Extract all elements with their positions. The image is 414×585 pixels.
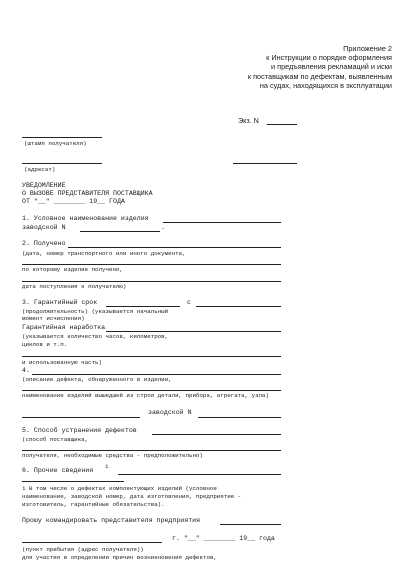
item2-hint-1: (дата, номер транспортного или иного документа, <box>22 250 186 257</box>
item1-serial-label: заводской N <box>22 224 66 231</box>
footnote-line-2: наименование, заводской номер, дата изготовления, предприятие - <box>22 493 242 500</box>
item2-hint-3: дата поступления к получателю) <box>22 283 127 290</box>
item1-serial-field[interactable] <box>80 231 160 232</box>
item6-other-field[interactable] <box>118 474 281 475</box>
item3-used-field[interactable] <box>22 356 281 357</box>
item3-start-field[interactable] <box>196 306 281 307</box>
item5-means-field[interactable] <box>22 450 281 451</box>
appendix-header <box>236 44 392 90</box>
item3-hint-5: и использованную часть) <box>22 359 103 366</box>
item3-runtime-field[interactable] <box>106 331 281 332</box>
item6-footnote-mark: 1 <box>105 463 109 470</box>
item2-label: 2. Получено <box>22 240 66 247</box>
item1-name-field[interactable] <box>163 222 281 223</box>
recipient-stamp-label: (штамп получателя) <box>24 140 87 147</box>
footnote-separator <box>22 481 124 482</box>
addressee-field-right[interactable] <box>233 163 297 164</box>
item1-end: . <box>161 224 165 231</box>
item2-hint-2: по которому изделие получено, <box>22 266 123 273</box>
notice-date-line: ОТ "__" ________ 19__ ГОДА <box>22 198 125 205</box>
appendix-line: и предъявления рекламаций и иски <box>271 62 392 72</box>
request-arrival-hint: (пункт прибытия (адрес получателя)) <box>22 546 144 553</box>
item2-doc-field[interactable] <box>22 264 281 265</box>
item4-hint-2: наименование изделий вышедшей из строя детали, прибора, агрегата, узла) <box>22 392 269 399</box>
item2-received-field[interactable] <box>68 247 281 248</box>
item3-period-field[interactable] <box>106 306 180 307</box>
item5-method-field[interactable] <box>152 434 281 435</box>
item5-hint-2: получателя, необходимые средства - предположительно) <box>22 452 203 459</box>
notice-subtitle: О ВЫЗОВЕ ПРЕДСТАВИТЕЛЯ ПОСТАВЩИКА <box>22 190 153 197</box>
item4-defect-field[interactable] <box>32 374 281 375</box>
item4-detail-field[interactable] <box>22 390 281 391</box>
item4-hint-1: (описание дефекта, обнаруженного в изделии, <box>22 376 172 383</box>
item4-serial-label: заводской N <box>148 409 192 416</box>
request-line: Прошу командировать представителя предприятия <box>22 517 201 524</box>
recipient-stamp-field[interactable] <box>22 137 102 138</box>
item3-hint-4: циклов и т.п. <box>22 341 68 348</box>
appendix-line: к Инструкции о порядке оформления <box>266 53 392 63</box>
item3-label: 3. Гарантийный срок <box>22 299 98 306</box>
appendix-line: Приложение 2 <box>343 44 392 53</box>
addressee-field[interactable] <box>22 163 102 164</box>
appendix-line: на судах, находящихся в эксплуатации <box>259 80 392 90</box>
item3-hint-2: момент исчисления) <box>22 315 85 322</box>
request-arrival-field[interactable] <box>22 542 162 543</box>
footnote-line-1: 1 В том числе о дефектах комплектующих изделий (условное <box>22 485 217 492</box>
request-date-line: г. "__" ________ 19__ года <box>172 535 275 542</box>
item2-date-field[interactable] <box>22 281 281 282</box>
item3-from-label: с <box>187 299 191 306</box>
item3-hint-1: (продолжительность) (указывается начальный <box>22 308 169 315</box>
item3-runtime-label: Гарантийная наработка <box>22 324 106 331</box>
notice-title: УВЕДОМЛЕНИЕ <box>22 182 66 189</box>
item3-hint-3: (указывается количество часов, километров, <box>22 333 169 340</box>
item4-part-field[interactable] <box>22 417 140 418</box>
addressee-label: (адресат) <box>24 166 56 173</box>
item4-serial-field[interactable] <box>198 417 281 418</box>
copy-number-label: Экз. N <box>238 116 259 125</box>
item1-label: 1. Условное наименование изделия <box>22 215 149 222</box>
appendix-line: к поставщикам по дефектам, выявленным <box>247 71 392 81</box>
request-purpose-line: для участия в определении причин возникновения дефектов, <box>22 554 217 561</box>
item5-hint-1: (способ поставщика, <box>22 436 89 443</box>
request-enterprise-field[interactable] <box>220 524 281 525</box>
item4-label: 4. <box>22 367 30 374</box>
item5-label: 5. Способ устранения дефектов <box>22 427 137 434</box>
item6-label: 6. Прочие сведения <box>22 467 94 474</box>
footnote-line-3: изготовитель, гарантийные обязательства). <box>22 501 165 508</box>
copy-number-field[interactable] <box>267 124 297 125</box>
